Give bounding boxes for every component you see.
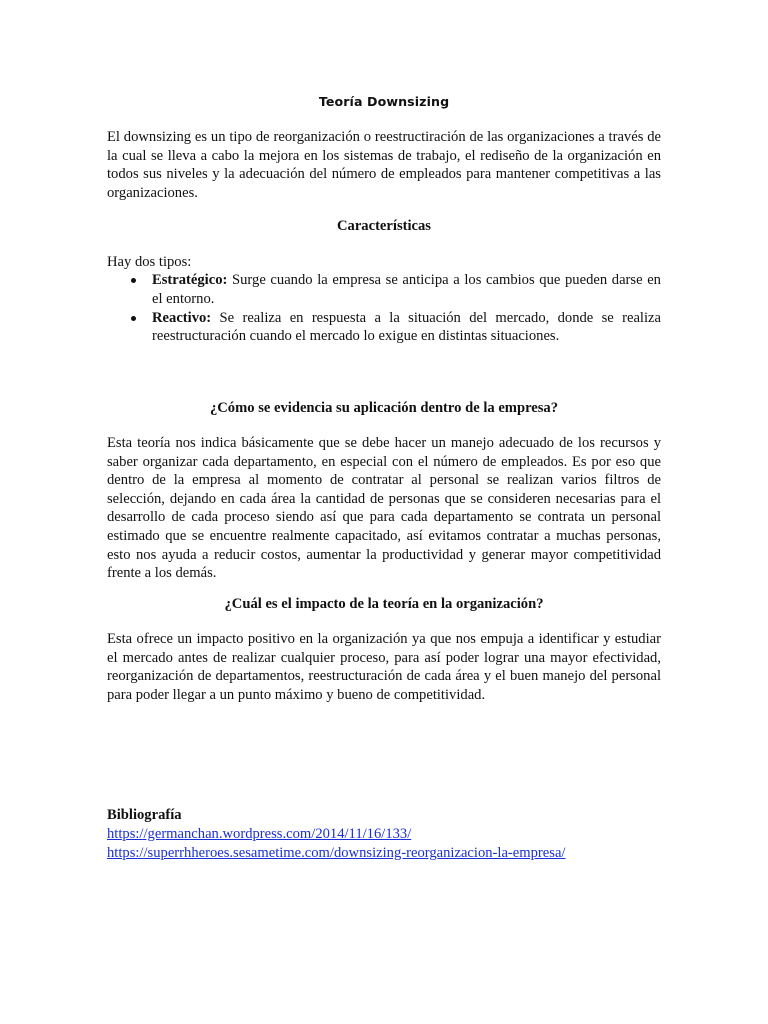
bullet-icon (131, 278, 136, 283)
type-term: Reactivo: (152, 309, 212, 326)
type-description: Surge cuando la empresa se anticipa a los cambios que pueden darse en el entorno. (152, 272, 661, 307)
impact-paragraph: Esta ofrece un impacto positivo en la organización ya que nos empuja a identificar y estudiar el mercado antes de realizar cualquier proceso, para así poder lograr una mayor efectividad, reorganización de departamentos, reestructuración de cada área y el buen manejo del personal para poder llegar a un punto máximo y bueno de competitividad. (107, 631, 661, 703)
application-paragraph: Esta teoría nos indica básicamente que se debe hacer un manejo adecuado de los recursos y saber organizar cada departamento, en especial con el número de empleados. Es por eso que dentro de la empresa al momento de contratar al personal se realizan varios filtros de selección, dejando en cada área la cantidad de personas que se consideren necesarias para el desarrollo de cada proceso siendo así que para cada departamento se contrata un personal estimado que se encuentre realmente capacitado, así evitamos contratar a muchas personas, esto nos ayuda a reducir costos, aumentar la productividad y generar mayor competitividad frente a los demás. (107, 435, 661, 582)
types-intro: Hay dos tipos: (107, 254, 192, 270)
list-item (107, 271, 661, 308)
impact-heading: ¿Cuál es el impacto de la teoría en la organización? (224, 596, 544, 612)
bibliography-link[interactable]: https://germanchan.wordpress.com/2014/11/16/133/ (107, 826, 412, 842)
intro-paragraph: El downsizing es un tipo de reorganización o reestructiración de las organizaciones a través de la cual se lleva a cabo la mejora en los sistemas de trabajo, el rediseño de la organización en todos sus niveles y la adecuación del número de empleados para mantener competitivas a las organizaciones. (107, 129, 661, 201)
bibliography-link[interactable]: https://superrhheroes.sesametime.com/downsizing-reorganizacion-la-empresa/ (107, 845, 566, 861)
type-term: Estratégico: (152, 272, 228, 288)
list-item (107, 309, 661, 346)
type-description: Se realiza en respuesta a la situación del mercado, donde se realiza reestructuración cuando el mercado lo exigue en distintas situaciones. (152, 309, 661, 345)
application-heading: ¿Cómo se evidencia su aplicación dentro de la empresa? (209, 400, 559, 416)
document-title: Teoría Downsizing (318, 94, 450, 109)
bullet-icon (131, 316, 136, 321)
types-list (107, 271, 661, 347)
characteristics-heading: Características (336, 218, 431, 234)
bibliography-heading: Bibliografía (107, 807, 182, 823)
